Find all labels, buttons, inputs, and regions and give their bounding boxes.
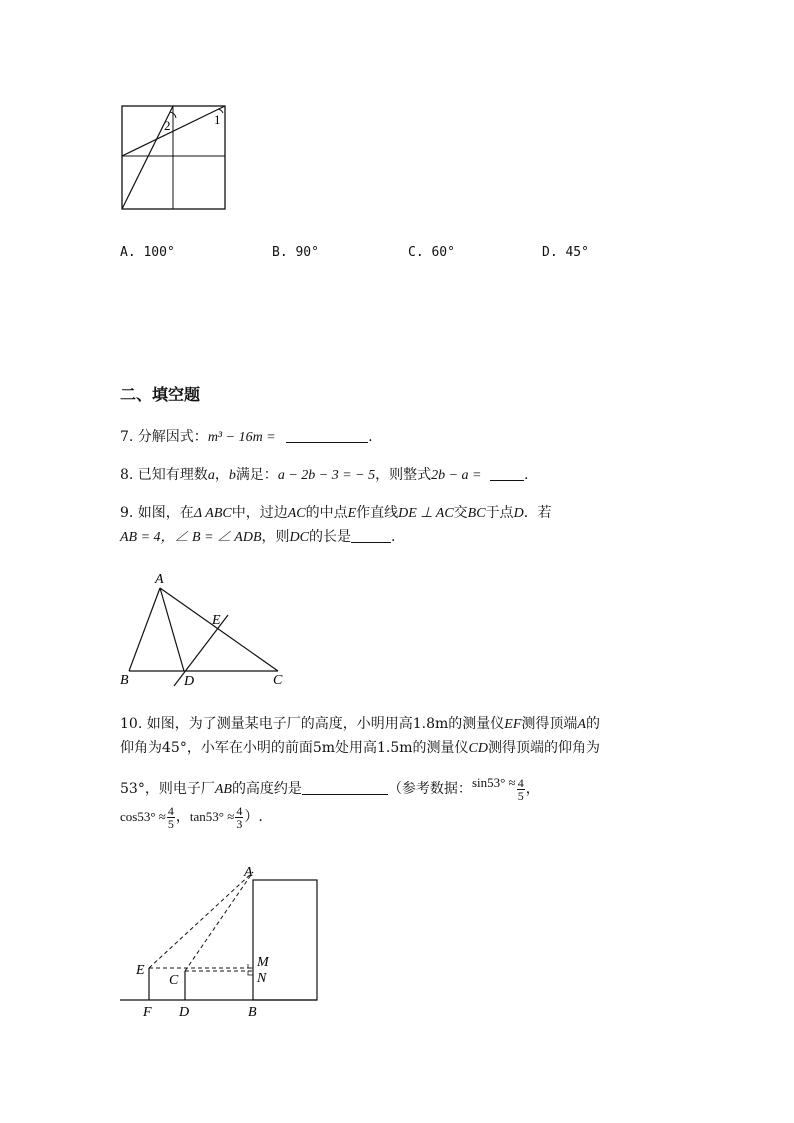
q9-text-g: 于点 [485, 505, 514, 521]
q8-prefix: 8. 已知有理数 [120, 467, 208, 483]
q8-var-a: a [207, 468, 215, 483]
q9-point-d: D [513, 506, 524, 521]
q10-point-a: A [577, 717, 586, 732]
q10-text-a: 10. 如图，为了测量某电子厂的高度，小明用高1.8m的测量仪 [120, 716, 505, 732]
fig10-label-d: D [179, 1005, 190, 1020]
q9-text-length: 的长是 [308, 529, 351, 545]
option-a[interactable]: A. 100° [120, 245, 175, 260]
q10-instrument-cd: CD [468, 741, 488, 756]
cos-denominator: 5 [167, 816, 174, 831]
q9-condition: AB = 4，∠ B = ∠ ADB [120, 530, 262, 545]
q7-answer-blank[interactable] [286, 428, 368, 443]
q9-triangle: Δ ABC [193, 506, 232, 521]
q8-expression: 2b − a = [431, 468, 482, 483]
building-measurement-figure [110, 858, 330, 1026]
question-8 [120, 466, 528, 485]
section-title: 二、填空题 [120, 385, 201, 404]
q8-mid: 满足： [235, 467, 278, 483]
q9-text-f: 交 [453, 505, 468, 521]
q9-text-c: 的中点 [305, 505, 348, 521]
question-9-line-1 [120, 504, 552, 523]
q10-height-ab: AB [214, 782, 232, 797]
angle-1-label: 1 [214, 112, 221, 127]
q10-end: ）. [244, 809, 263, 825]
q10-instrument-ef: EF [504, 717, 522, 732]
sightline-ca [185, 872, 253, 971]
q10-comma-1: ， [525, 781, 540, 797]
q7-prefix: 7. 分解因式： [120, 429, 208, 445]
question-9-line-2 [120, 528, 395, 547]
label-d: D [184, 674, 195, 689]
fig10-label-a: A [244, 865, 253, 880]
angle-grid-figure [110, 98, 240, 218]
label-e: E [212, 613, 221, 628]
q10-cos-fraction [167, 805, 175, 830]
q8-answer-blank[interactable] [490, 466, 524, 481]
cos-numerator: 4 [167, 803, 174, 818]
q9-side-ac: AC [287, 506, 306, 521]
question-10-line-1 [120, 715, 600, 734]
question-7 [120, 428, 373, 447]
q8-suffix: . [523, 467, 529, 483]
q10-text-c: 的 [585, 716, 600, 732]
q9-perpendicular: DE ⊥ AC [398, 506, 454, 521]
q9-text-h: ．若 [523, 505, 552, 521]
sin-numerator: 4 [517, 775, 524, 790]
side-ab [129, 588, 160, 671]
q10-tan: tan53° ≈ [189, 809, 235, 824]
q10-comma-2: ， [175, 809, 190, 825]
q9-point-e: E [347, 506, 357, 521]
q8-equation: a − 2b − 3 = − 5 [277, 468, 376, 483]
q7-suffix: . [368, 429, 373, 445]
q10-sin: sin53° ≈ [471, 775, 516, 790]
fig10-label-m: M [257, 955, 269, 970]
q9-answer-blank[interactable] [351, 528, 391, 543]
label-b: B [120, 673, 129, 688]
q8-mid2: ，则整式 [375, 467, 432, 483]
label-a: A [155, 572, 164, 587]
q10-text-b: 测得顶端 [521, 716, 578, 732]
q9-suffix: . [390, 529, 396, 545]
q8-sep: ， [214, 467, 229, 483]
q9-text-d: 作直线 [356, 505, 399, 521]
right-angle-mark-n [248, 971, 253, 975]
question-10-line-2 [120, 739, 600, 758]
q10-reference-label: （参考数据： [387, 781, 472, 797]
fig10-label-e: E [136, 963, 145, 978]
q10-answer-blank[interactable] [302, 780, 388, 795]
q9-side-bc: BC [467, 506, 486, 521]
fig10-label-c: C [169, 973, 179, 988]
fig10-label-b: B [248, 1005, 257, 1020]
segment-ad [160, 588, 184, 671]
right-angle-mark-m [248, 964, 253, 968]
q10-text-line3a: 53°，则电子厂 [120, 781, 215, 797]
fig10-label-n: N [257, 971, 267, 986]
sin-denominator: 5 [517, 788, 524, 803]
q9-text-b: 中，过边 [231, 505, 288, 521]
q10-text-line2b: 测得顶端的仰角为 [488, 740, 600, 756]
q8-var-b: b [228, 468, 236, 483]
angle-2-label: 2 [164, 118, 171, 133]
q10-sin-fraction [517, 777, 525, 802]
q10-text-line2: 仰角为45°，小军在小明的前面5m处用高1.5m的测量仪 [120, 740, 469, 756]
question-10-line-3 [120, 770, 540, 803]
sightline-ea [149, 872, 253, 968]
option-d[interactable]: D. 45° [542, 245, 589, 260]
q9-segment-dc: DC [289, 530, 309, 545]
q7-expression: m³ − 16m = [207, 430, 276, 445]
tan-numerator: 4 [236, 803, 243, 818]
q9-text-a: 9. 如图，在 [120, 505, 194, 521]
question-10-line-4 [120, 804, 263, 830]
option-c[interactable]: C. 60° [408, 245, 455, 260]
label-c: C [273, 673, 283, 688]
q10-text-line3b: 的高度约是 [231, 781, 302, 797]
option-b[interactable]: B. 90° [272, 245, 319, 260]
fig10-label-f: F [143, 1005, 152, 1020]
side-ac [160, 588, 278, 671]
triangle-abc-figure [110, 568, 300, 692]
q10-cos: cos53° ≈ [120, 809, 166, 824]
q9-text-then: ，则 [261, 529, 290, 545]
tan-denominator: 3 [236, 816, 243, 831]
q10-tan-fraction [235, 805, 243, 830]
